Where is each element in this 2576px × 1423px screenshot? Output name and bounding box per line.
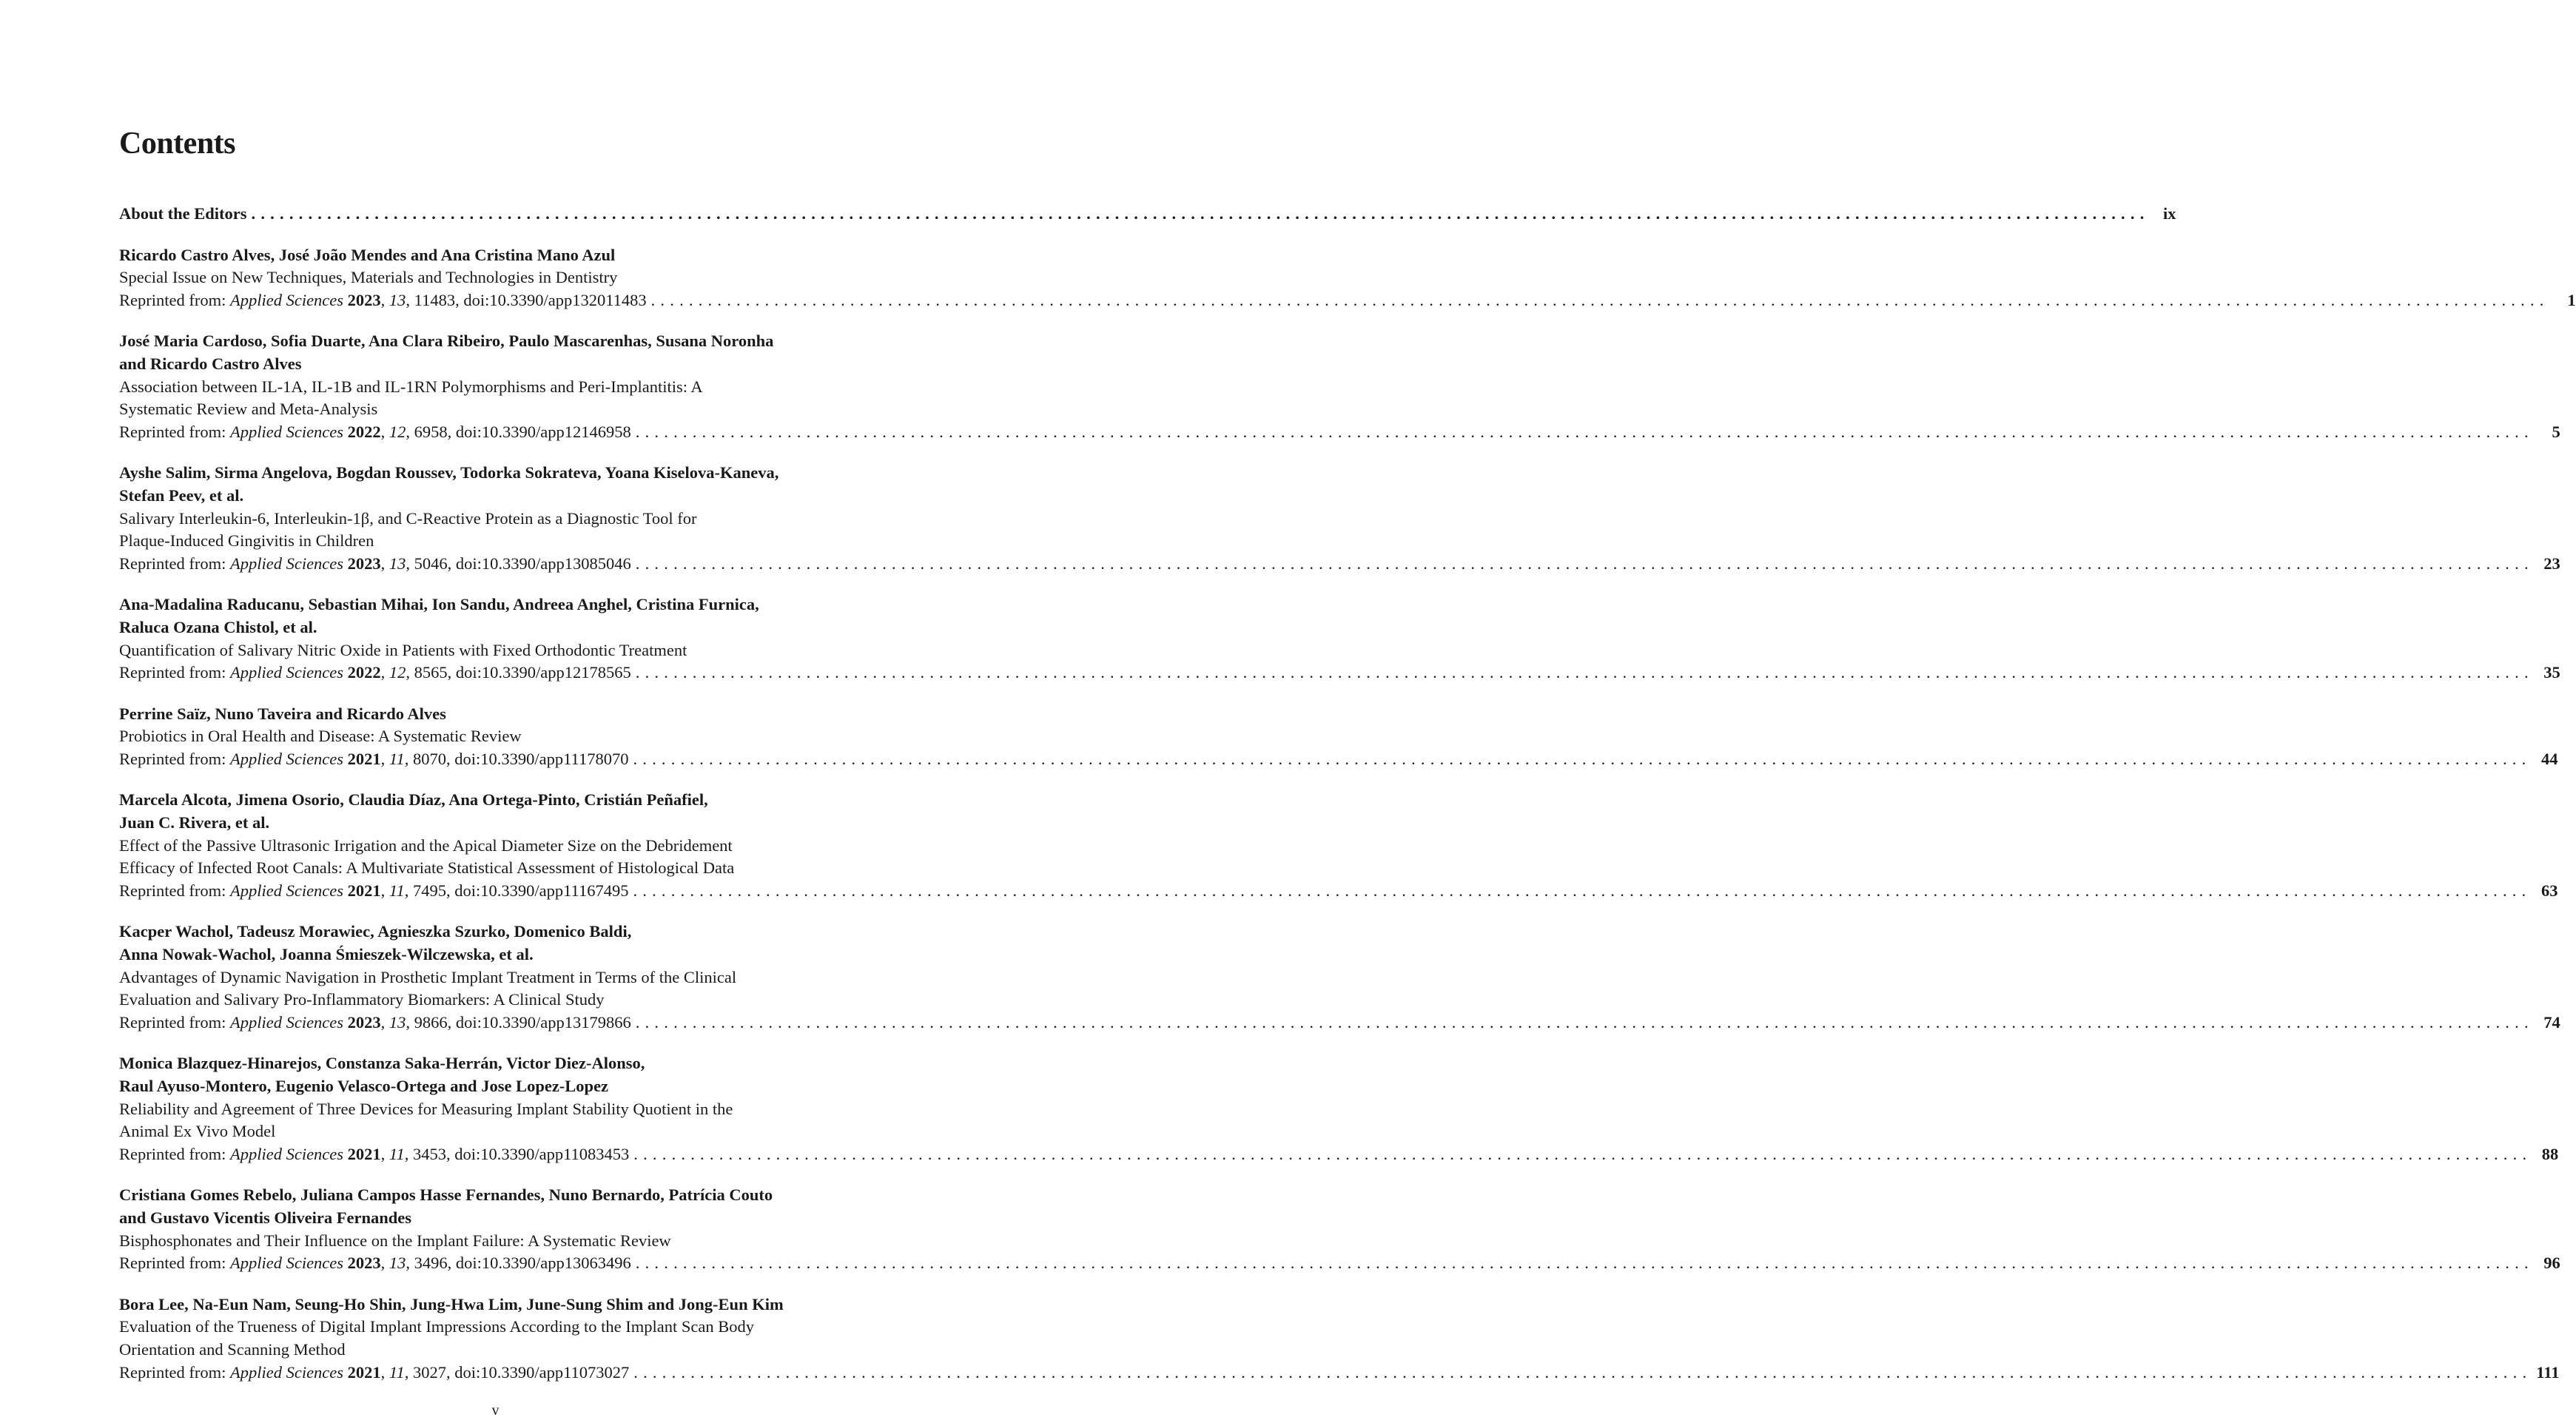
doi: doi:10.3390/app11178070 <box>454 749 629 768</box>
reprint-prefix: Reprinted from: <box>119 1012 230 1032</box>
entry-citation <box>119 421 2560 444</box>
doi: doi:10.3390/app11083453 <box>454 1144 630 1163</box>
entry-authors: Cristiana Gomes Rebelo, Juliana Campos Hasse Fernandes, Nuno Bernardo, Patrícia Couto <box>119 1185 773 1205</box>
dot-leader: ........................................................................................................................................................................................................ <box>633 749 2532 768</box>
entry-authors: Bora Lee, Na-Eun Nam, Seung-Ho Shin, Jung-Hwa Lim, June-Sung Shim and Jong-Eun Kim <box>119 1294 784 1313</box>
page-folio: v <box>491 1402 500 1419</box>
toc-entry[interactable] <box>119 703 2558 771</box>
year: 2023 <box>347 290 381 309</box>
volume: 11 <box>389 881 405 900</box>
toc-entry[interactable] <box>119 1052 2559 1165</box>
volume: 13 <box>389 1012 406 1032</box>
year: 2021 <box>347 749 381 768</box>
article-number: 3496 <box>414 1254 448 1273</box>
page-number: 111 <box>2536 1362 2560 1382</box>
entry-authors: Monica Blazquez-Hinarejos, Constanza Saka-Herrán, Victor Diez-Alonso, <box>119 1054 645 1073</box>
reprint-prefix: Reprinted from: <box>119 1144 230 1163</box>
entry-title: Evaluation and Salivary Pro-Inflammatory Biomarkers: A Clinical Study <box>119 990 605 1009</box>
reprint-prefix: Reprinted from: <box>119 663 230 682</box>
entry-title: Animal Ex Vivo Model <box>119 1122 276 1141</box>
page-number: 74 <box>2543 1012 2560 1032</box>
doi: doi:10.3390/app12178565 <box>455 663 631 682</box>
dot-leader: ........................................................................................................................................................................................................ <box>635 422 2534 441</box>
page-number: 1 <box>2567 290 2576 309</box>
entry-title: Evaluation of the Trueness of Digital Implant Impressions According to the Implant Scan Body <box>119 1317 754 1336</box>
entry-authors: Marcela Alcota, Jimena Osorio, Claudia Díaz, Ana Ortega-Pinto, Cristián Peñafiel, <box>119 790 708 810</box>
article-number: 7495 <box>413 881 446 900</box>
reprint-prefix: Reprinted from: <box>119 290 230 309</box>
page-number: 63 <box>2540 881 2558 900</box>
citation-text: Reprinted from: Applied Sciences 2023, 13, 5046, doi:10.3390/app13085046 <box>119 554 631 573</box>
toc-entry[interactable] <box>119 244 2576 312</box>
entry-authors: Ana-Madalina Raducanu, Sebastian Mihai, Ion Sandu, Andreea Anghel, Cristina Furnica, <box>119 595 759 614</box>
page-number: 44 <box>2540 749 2558 768</box>
dot-leader: ........................................................................................................................................................................................................ <box>635 554 2534 573</box>
journal-name: Applied Sciences <box>229 422 344 441</box>
reprint-prefix: Reprinted from: <box>119 749 230 768</box>
doi: doi:10.3390/app12146958 <box>455 422 631 441</box>
dot-leader: ........................................................................................................................................................................................................ <box>650 290 2549 309</box>
journal-name: Applied Sciences <box>229 881 344 900</box>
toc-entry[interactable] <box>119 789 2558 902</box>
year: 2023 <box>347 1012 381 1032</box>
article-number: 3453 <box>413 1144 446 1163</box>
dot-leader: ........................................................................................................................................................................................................ <box>633 881 2532 900</box>
reprint-prefix: Reprinted from: <box>119 1362 230 1382</box>
entry-authors: Perrine Saïz, Nuno Taveira and Ricardo Alves <box>119 704 446 723</box>
year: 2023 <box>347 554 381 573</box>
article-number: 5046 <box>414 554 448 573</box>
entry-citation <box>119 1362 2560 1385</box>
entry-authors: Stefan Peev, et al. <box>119 485 244 505</box>
volume: 13 <box>389 554 406 573</box>
toc-entries <box>119 244 2576 1385</box>
entry-citation <box>119 748 2558 771</box>
volume: 12 <box>389 422 406 441</box>
citation-text: Reprinted from: Applied Sciences 2021, 11, 3453, doi:10.3390/app11083453 <box>119 1144 630 1163</box>
entry-citation <box>119 662 2560 684</box>
journal-name: Applied Sciences <box>229 290 344 309</box>
entry-title: Salivary Interleukin-6, Interleukin-1β, and C-Reactive Protein as a Diagnostic Tool for <box>119 508 697 528</box>
toc-label: About the Editors <box>119 204 247 223</box>
entry-authors: Kacper Wachol, Tadeusz Morawiec, Agnieszka Szurko, Domenico Baldi, <box>119 922 632 941</box>
page-number: 88 <box>2541 1144 2559 1163</box>
dot-leader: ........................................................................................................................................................................................................ <box>635 1012 2534 1032</box>
citation-text: Reprinted from: Applied Sciences 2023, 13, 3496, doi:10.3390/app13063496 <box>119 1254 631 1273</box>
journal-name: Applied Sciences <box>229 1012 344 1032</box>
doi: doi:10.3390/app13085046 <box>455 554 631 573</box>
entry-title: Association between IL-1A, IL-1B and IL-1RN Polymorphisms and Peri-Implantitis: A <box>119 377 703 396</box>
citation-text: Reprinted from: Applied Sciences 2021, 11, 3027, doi:10.3390/app11073027 <box>119 1362 630 1382</box>
toc-entry[interactable] <box>119 1294 2560 1384</box>
entry-authors: Raul Ayuso-Montero, Eugenio Velasco-Ortega and Jose Lopez-Lopez <box>119 1077 609 1095</box>
toc-entry[interactable] <box>119 1184 2560 1274</box>
citation-text: Reprinted from: Applied Sciences 2021, 11, 8070, doi:10.3390/app11178070 <box>119 749 629 768</box>
entry-title: Bisphosphonates and Their Influence on the Implant Failure: A Systematic Review <box>119 1231 671 1250</box>
entry-authors: Anna Nowak-Wachol, Joanna Śmieszek-Wilczewska, et al. <box>119 945 534 964</box>
doi: doi:10.3390/app11073027 <box>454 1362 630 1382</box>
year: 2021 <box>347 881 381 900</box>
entry-title: Probiotics in Oral Health and Disease: A Systematic Review <box>119 727 522 746</box>
entry-citation <box>119 1252 2560 1275</box>
article-number: 3027 <box>413 1362 446 1382</box>
entry-authors: Ricardo Castro Alves, José João Mendes and Ana Cristina Mano Azul <box>119 245 616 264</box>
toc-front-matter-about-editors[interactable] <box>119 203 2176 226</box>
entry-citation <box>119 553 2560 576</box>
page-number: ix <box>2163 204 2176 223</box>
journal-name: Applied Sciences <box>229 663 344 682</box>
entry-authors: Raluca Ozana Chistol, et al. <box>119 617 317 636</box>
entry-title: Efficacy of Infected Root Canals: A Multivariate Statistical Assessment of Histological Data <box>119 858 735 878</box>
entry-title: Advantages of Dynamic Navigation in Prosthetic Implant Treatment in Terms of the Clinical <box>119 967 737 986</box>
doi: doi:10.3390/app11167495 <box>454 881 629 900</box>
reprint-prefix: Reprinted from: <box>119 554 230 573</box>
citation-text: Reprinted from: Applied Sciences 2022, 12, 6958, doi:10.3390/app12146958 <box>119 422 631 441</box>
volume: 11 <box>389 1362 405 1382</box>
volume: 13 <box>389 1254 406 1273</box>
citation-text: Reprinted from: Applied Sciences 2022, 12, 8565, doi:10.3390/app12178565 <box>119 663 631 682</box>
dot-leader: ........................................................................................................................................................................................................ <box>633 1144 2532 1163</box>
citation-text: Reprinted from: Applied Sciences 2023, 13, 9866, doi:10.3390/app13179866 <box>119 1012 631 1032</box>
toc-entry[interactable] <box>119 593 2560 684</box>
reprint-prefix: Reprinted from: <box>119 881 230 900</box>
journal-name: Applied Sciences <box>229 1254 344 1273</box>
page-number: 35 <box>2543 663 2560 682</box>
citation-text: Reprinted from: Applied Sciences 2023, 13, 11483, doi:10.3390/app132011483 <box>119 290 647 309</box>
toc-entry[interactable] <box>119 462 2560 575</box>
page-number: 5 <box>2552 422 2560 441</box>
article-number: 11483 <box>414 290 456 309</box>
entry-authors: Ayshe Salim, Sirma Angelova, Bogdan Roussev, Todorka Sokrateva, Yoana Kiselova-Kaneva, <box>119 463 779 482</box>
entry-title: Orientation and Scanning Method <box>119 1339 346 1359</box>
reprint-prefix: Reprinted from: <box>119 1254 230 1273</box>
entry-citation <box>119 289 2576 312</box>
entry-authors: and Ricardo Castro Alves <box>119 354 302 373</box>
article-number: 8565 <box>414 663 448 682</box>
entry-authors: José Maria Cardoso, Sofia Duarte, Ana Clara Ribeiro, Paulo Mascarenhas, Susana Noronha <box>119 332 774 351</box>
dot-leader: ........................................................................................................................................................................................................ <box>635 663 2534 682</box>
page-number: 23 <box>2543 554 2560 573</box>
entry-title: Special Issue on New Techniques, Materials and Technologies in Dentistry <box>119 268 618 287</box>
entry-authors: and Gustavo Vicentis Oliveira Fernandes <box>119 1208 412 1227</box>
table-of-contents <box>119 203 2576 1384</box>
doi: doi:10.3390/app13063496 <box>455 1254 631 1273</box>
entry-citation <box>119 1143 2559 1166</box>
journal-name: Applied Sciences <box>229 749 344 768</box>
entry-citation <box>119 1012 2560 1035</box>
article-number: 9866 <box>414 1012 448 1032</box>
doi: doi:10.3390/app132011483 <box>463 290 647 309</box>
entry-title: Systematic Review and Meta-Analysis <box>119 400 378 419</box>
reprint-prefix: Reprinted from: <box>119 422 230 441</box>
volume: 11 <box>389 749 405 768</box>
entry-citation <box>119 880 2558 903</box>
page-title: Contents <box>119 127 236 161</box>
volume: 12 <box>389 663 406 682</box>
journal-name: Applied Sciences <box>229 554 344 573</box>
year: 2023 <box>347 1254 381 1273</box>
article-number: 6958 <box>414 422 448 441</box>
page-number: 96 <box>2543 1254 2560 1273</box>
toc-entry[interactable] <box>119 921 2560 1034</box>
dot-leader: ........................................................................................................................................................................................................ <box>635 1254 2534 1273</box>
article-number: 8070 <box>413 749 446 768</box>
entry-authors: Juan C. Rivera, et al. <box>119 813 270 832</box>
entry-title: Reliability and Agreement of Three Devices for Measuring Implant Stability Quotient in the <box>119 1099 733 1118</box>
dot-leader: ........................................................................................................................................................................................................ <box>633 1362 2532 1382</box>
doi: doi:10.3390/app13179866 <box>455 1012 631 1032</box>
toc-entry[interactable] <box>119 330 2560 443</box>
year: 2021 <box>347 1362 381 1382</box>
entry-title: Effect of the Passive Ultrasonic Irrigation and the Apical Diameter Size on the Debridement <box>119 835 733 855</box>
journal-name: Applied Sciences <box>229 1144 344 1163</box>
volume: 13 <box>389 290 406 309</box>
journal-name: Applied Sciences <box>229 1362 344 1382</box>
year: 2021 <box>347 1144 381 1163</box>
year: 2022 <box>347 422 381 441</box>
entry-title: Plaque-Induced Gingivitis in Children <box>119 531 374 551</box>
volume: 11 <box>389 1144 405 1163</box>
entry-title: Quantification of Salivary Nitric Oxide in Patients with Fixed Orthodontic Treatment <box>119 640 687 659</box>
year: 2022 <box>347 663 381 682</box>
dot-leader: ........................................................................................................................................................................................................ <box>251 204 2150 223</box>
citation-text: Reprinted from: Applied Sciences 2021, 11, 7495, doi:10.3390/app11167495 <box>119 881 629 900</box>
